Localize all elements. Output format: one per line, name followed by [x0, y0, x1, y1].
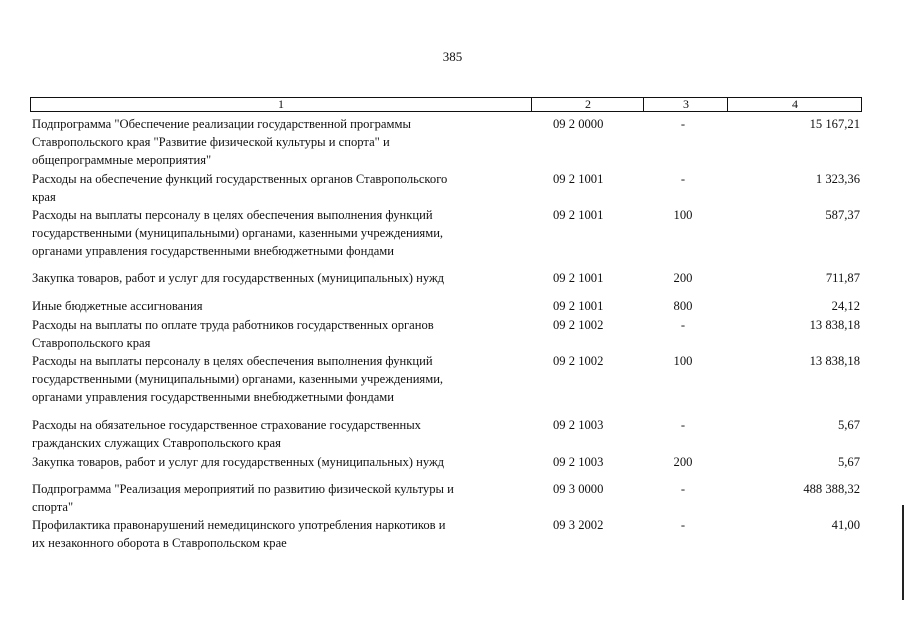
- row-code: 09 2 1001: [553, 299, 604, 313]
- row-expense-type: -: [680, 418, 686, 432]
- row-expense-type: 100: [673, 354, 693, 368]
- row-code: 09 2 1003: [553, 455, 604, 469]
- row-amount: 488 388,32: [803, 482, 860, 496]
- row-amount: 711,87: [825, 271, 860, 285]
- page-number: 385: [442, 49, 463, 64]
- row-name: Расходы на выплаты персоналу в целях обеспечения выполнения функций государственными (муниципальными) органами, казенными учреждениями, органами управления государственными внебюджетными фондами: [32, 208, 444, 258]
- scan-edge-line: [902, 505, 904, 600]
- row-amount: 24,12: [831, 299, 860, 313]
- row-name: Иные бюджетные ассигнования: [32, 299, 203, 313]
- row-name: Закупка товаров, работ и услуг для государственных (муниципальных) нужд: [32, 271, 445, 285]
- row-expense-type: -: [680, 117, 686, 131]
- row-code: 09 2 1001: [553, 271, 604, 285]
- row-code: 09 2 1001: [553, 208, 604, 222]
- header-col-3: 3: [643, 98, 728, 111]
- row-name: Профилактика правонарушений немедицинского употребления наркотиков и их незаконного оборота в Ставропольском крае: [32, 518, 446, 550]
- row-expense-type: -: [680, 172, 686, 186]
- row-name: Расходы на обеспечение функций государственных органов Ставропольского края: [32, 172, 448, 204]
- row-amount: 41,00: [831, 518, 860, 532]
- row-code: 09 2 1003: [553, 418, 604, 432]
- row-expense-type: 200: [673, 455, 693, 469]
- row-code: 09 3 2002: [553, 518, 604, 532]
- row-amount: 13 838,18: [809, 318, 860, 332]
- row-name: Подпрограмма "Реализация мероприятий по развитию физической культуры и спорта": [32, 482, 454, 514]
- header-col-4: 4: [727, 98, 862, 111]
- row-amount: 5,67: [837, 455, 860, 469]
- row-amount: 5,67: [837, 418, 860, 432]
- row-amount: 587,37: [825, 208, 860, 222]
- row-name: Расходы на обязательное государственное страхование государственных гражданских служащих Ставропольского края: [32, 418, 421, 450]
- row-name: Подпрограмма "Обеспечение реализации государственной программы Ставропольского края "Развитие физической культуры и спорта" и общепрограммные мероприятия": [32, 117, 411, 167]
- row-expense-type: 100: [673, 208, 693, 222]
- row-code: 09 2 1002: [553, 354, 604, 368]
- row-code: 09 3 0000: [553, 482, 604, 496]
- row-amount: 1 323,36: [815, 172, 860, 186]
- row-expense-type: -: [680, 482, 686, 496]
- row-expense-type: 800: [673, 299, 693, 313]
- header-col-1: 1: [278, 97, 284, 111]
- row-name: Закупка товаров, работ и услуг для государственных (муниципальных) нужд: [32, 455, 445, 469]
- row-expense-type: -: [680, 518, 686, 532]
- row-expense-type: -: [680, 318, 686, 332]
- table-header: [30, 97, 862, 112]
- row-amount: 13 838,18: [809, 354, 860, 368]
- row-name: Расходы на выплаты персоналу в целях обеспечения выполнения функций государственными (муниципальными) органами, казенными учреждениями, органами управления государственными внебюджетными фондами: [32, 354, 444, 404]
- row-name: Расходы на выплаты по оплате труда работников государственных органов Ставропольского края: [32, 318, 434, 350]
- row-code: 09 2 0000: [553, 117, 604, 131]
- header-col-2: 2: [531, 98, 644, 111]
- row-amount: 15 167,21: [809, 117, 860, 131]
- row-expense-type: 200: [673, 271, 693, 285]
- row-code: 09 2 1002: [553, 318, 604, 332]
- row-code: 09 2 1001: [553, 172, 604, 186]
